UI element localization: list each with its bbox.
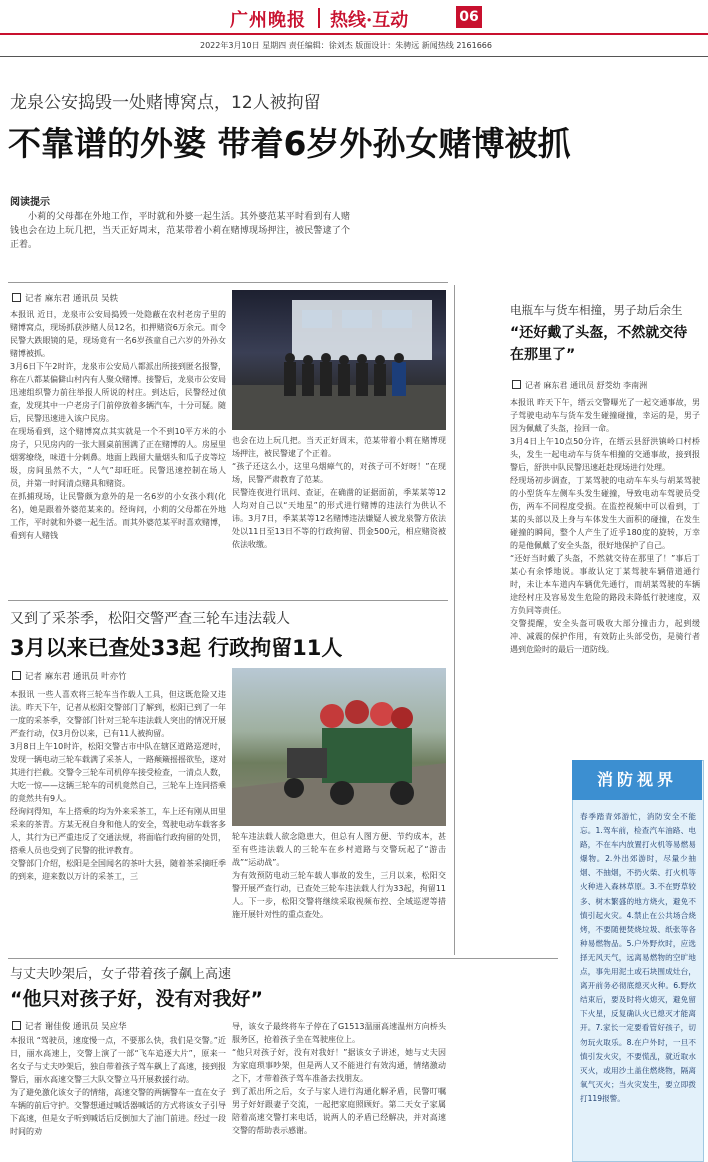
byline-text: 记者 麻东君 通讯员 叶亦竹 [25, 672, 127, 682]
story4-headline: “还好戴了头盔，不然就交待在那里了” [510, 325, 688, 363]
story4-byline [512, 380, 647, 391]
story2-photo [232, 668, 446, 826]
masthead-divider [318, 8, 320, 28]
story1-column2: 也会在边上玩几把。当天正好周末，范某带着小莉在赌博现场押注，被民警逮了个正着。 “孩子还这么小，这里乌烟瘴气的，对孩子可不好呀！”在现场，民警严肃教育了范某。 民警连夜进行讯问、查证，在确凿的证据面前，季某某等12人均对自己以“天地星”的形式进行赌博的违法行为供认不讳。3月7日，季某某等12名赌博违法嫌疑人被龙泉警方依法处以11日至13日不等的行政拘留、罚金500元，相应赌资被依法收缴。 [232, 436, 446, 549]
story3-byline [12, 1020, 127, 1032]
byline-text: 记者 谢佳俊 通讯员 吴应华 [25, 1022, 127, 1032]
story2-column1: 本报讯 一些人喜欢将三轮车当作载人工具，但这既危险又违法。昨天下午，记者从松阳交警部门了解到，松阳已到了一年一度的采茶季，交警部门针对三轮车违法载人突出的情况开展严查行动，仅3月份以来，已有11人被拘留。 3月8日上午10时许，松阳交警古市中队在辖区道路巡逻时，发现一辆电动三轮车载满了采茶人，一路颠簸摇摇欲坠，遂对其进行拦截。交警令三轮车司机停车接受检查，一清点人数，大吃一惊——这辆三轮车的司机竟然自己，三轮车上连同搭乘的竟然共有9人。 经询问得知，车上搭乘的均为外来采茶工，车上还有刚从田里采来的茶青。方某无视自身和他人的安全，驾驶电动车载客多人，其行为已严重违反了交通法规，将面临行政拘留的处罚，搭乘人员也受到了民警的批评教育。 交警部门介绍，松阳是全国闻名的茶叶大县，随着茶采摘旺季的到来，迎来数以万计的采茶工，三 [10, 690, 226, 881]
story3-column2: 导，该女子最终将车子停在了G1513温丽高速温州方向桥头服务区，抢着孩子坐在驾驶座位上。 “他只对孩子好，没有对我好！”据该女子讲述，她与丈夫因为家庭琐事吵架，但是两人又不能进行有效沟通，情绪激动之下，才带着孩子驾车准备去找朋友。 到了派出所之后，女子与家人进行沟通化解矛盾，民警叮嘱男子好好跟妻子交流，一起把家庭照顾好。第二天女子家属陪着高速交警打来电话，说两人的矛盾已经解决，并对高速交警的帮助表示感谢。 [232, 1022, 446, 1135]
story2-kicker: 又到了采茶季，松阳交警严查三轮车违法载人 [10, 611, 290, 627]
column-divider [454, 285, 455, 955]
masthead-rule [0, 33, 708, 35]
byline-text: 记者 麻东君 通讯员 舒茭幼 李南洲 [525, 381, 648, 390]
story2-byline [12, 670, 127, 682]
story2-rule-top [8, 600, 448, 601]
page-number-badge: 06 [456, 6, 482, 28]
story4-kicker: 电瓶车与货车相撞，男子劫后余生 [510, 303, 683, 317]
reading-guide-label: 阅读提示 [10, 197, 50, 208]
story1-byline [12, 292, 118, 304]
fire-safety-text: 春季踏青郊游忙，消防安全不能忘。1.驾车前，检查汽车油路、电路，不在车内放置打火机等易燃易爆物。2.外出郊游时，尽量少抽烟、不抽烟，不扔火柴、打火机等火种进入森林草原。3.不在野草较多、树木繁盛的地方烧火，避免不慎引起火灾。4.禁止在公共场合烧烤，不要随便焚烧垃圾、纸张等各种易燃物品。5.户外野炊时，应选择无风天气，远离易燃物的空旷地点，事先用泥土或石块围成灶台，离开前务必彻底熄灭火种。6.野炊结束后，要及时将火熄灭，避免留下火星，反复确认火已熄灭才能离开。7.家长一定要看管好孩子，切勿玩火取乐。8.在户外时，一旦不慎引发火灾，不要慌乱，就近取水灭火，或用沙土盖住燃烧物，隔离氧气灭火；当火灾发生，要立即拨打119报警。 [580, 812, 696, 1103]
story2-column2: 轮车违法载人欲念隐患大，但总有人图方便、节约成本，甚至有些违法载人的三轮车在乡村道路与交警玩起了“游击战”“运动战”。 为有效预防电动三轮车载人事故的发生，三月以来，松阳交警开展严查行动，已查处三轮车违法载人行为33起，拘留11人。下一步，松阳交警将继续采取视频布控、全域巡逻等措施开展针对性的重点查处。 [232, 832, 446, 919]
story1-rule [8, 282, 448, 283]
story1-kicker: 龙泉公安捣毁一处赌博窝点，12人被拘留 [10, 93, 321, 113]
meta-rule [0, 56, 708, 57]
reading-guide-text: 小莉的父母都在外地工作，平时就和外婆一起生活。其外婆范某平时看到有人赌钱也会在边上玩几把，当天正好周末，范某带着小莉在赌博现场押注，被民警逮了个正着。 [10, 212, 350, 250]
photo-tricycle-loaded [232, 668, 446, 826]
story1-column1: 本报讯 近日，龙泉市公安局捣毁一处隐蔽在农村老房子里的赌博窝点，现场抓获涉赌人员12名，扣押赌资6万余元。而令民警大跌眼镜的是，现场竟有一名6岁孩童自己六岁的外孙女赌博被抓。 3月6日下午2时许，龙泉市公安局八都派出所接到匿名报警，称在八都某偏僻山村内有人聚众赌博。接警后，龙泉市公安局迅速组织警力前往举报人所说的村庄。到达后，民警经过侦查，发现其中一户老房子门前停放着多辆汽车，十分可疑。随后，民警迅速进入该户民房。 在现场看到，这个赌博窝点其实就是一个不到10平方米的小房子，只见房内的一张大圆桌前围满了正在赌博的人。房屋里烟雾缭绕，味道十分刺鼻。地面上践留大量烟头和瓜子皮等垃圾，房间虽然不大，“人气”却旺旺。民警迅速控制在场人员，并第一时间清点赌具和赌资。 在抓捕现场，让民警颇为意外的是一名6岁的小女孩小莉(化名)，她是跟着外婆范某来的。经询问，小莉的父母都在外地工作，平时就和外婆一起生活。而其外婆范某平时喜欢赌博，看到有人赌钱 [10, 310, 226, 540]
story1-photo [232, 290, 446, 430]
story3-column1: 本报讯 “驾驶员，速度慢一点，不要那么快，我们是交警。”近日，丽水高速上，交警上演了一部“飞车追逐大片”，原来一名女子与丈夫吵架后，独自带着孩子驾车飙上了高速，接到报警后，丽水高速交警三大队交警立马开展救援行动。 为了避免激化该女子的情绪，高速交警的两辆警车一直在女子车辆的前后守护。交警想通过喊话器喊话的方式将该女子引导下高速，但是女子听到喊话后反倒加大了油门前进。经过一段时间的劝 [10, 1036, 226, 1136]
story3-kicker: 与丈夫吵架后，女子带着孩子飙上高速 [10, 967, 232, 982]
story1-headline: 不靠谱的外婆 带着6岁外孙女赌博被抓 [8, 124, 571, 163]
photo-people-at-night [232, 290, 446, 430]
story2-headline: 3月以来已查处33起 行政拘留11人 [10, 636, 343, 660]
story4-body: 本报讯 昨天下午，缙云交警曝光了一起交通事故，男子驾驶电动车与货车发生碰撞碰撞，幸运的是，男子因为佩戴了头盔，捡回一命。 3月4日上午10点50分许，在缙云县舒洪镇岭口村桥头，发生一起电动车与货车相撞的交通事故，接到报警后，舒洪中队民警迅速赶赴现场进行处理。 经现场初步调查，丁某驾驶的电动车车头与胡某驾驶的小型货车左侧车头发生碰撞，导致电动车驾驶员受伤，两车不同程度受损。在监控视频中可以看到，丁某的头部以及上身与车体发生大面积的碰撞，在发生碰撞的瞬间，整个人产生了近乎180度的旋转，万幸的是他佩戴了安全头盔，很好地保护了自己。 “还好当时戴了头盔，不然就交待在那里了！”事后丁某心有余悸地说。事故认定丁某驾驶车辆借道通行时，未让本车道内车辆优先通行，而胡某驾驶的车辆途经村庄及容易发生危险的路段未降低行驶速度，双方负同等责任。 交警提醒，安全头盔可吸收大部分撞击力，起到缓冲、减震的保护作用，有效防止头部受伤，是骑行者遇到危险时的最后一道防线。 [510, 398, 700, 654]
story3-headline: “他只对孩子好，没有对我好” [10, 988, 263, 1010]
byline-text: 记者 麻东君 通讯员 吴轶 [25, 294, 119, 304]
fire-safety-title: 消防视界 [572, 760, 702, 800]
newspaper-logo: 广州晚报 [230, 10, 306, 31]
section-title: 热线·互动 [330, 10, 409, 31]
story3-rule-top [8, 958, 558, 959]
issue-meta: 2022年3月10日 星期四 责任编辑：徐刘杰 版面设计：朱骋远 新闻热线 2161666 [200, 41, 492, 50]
